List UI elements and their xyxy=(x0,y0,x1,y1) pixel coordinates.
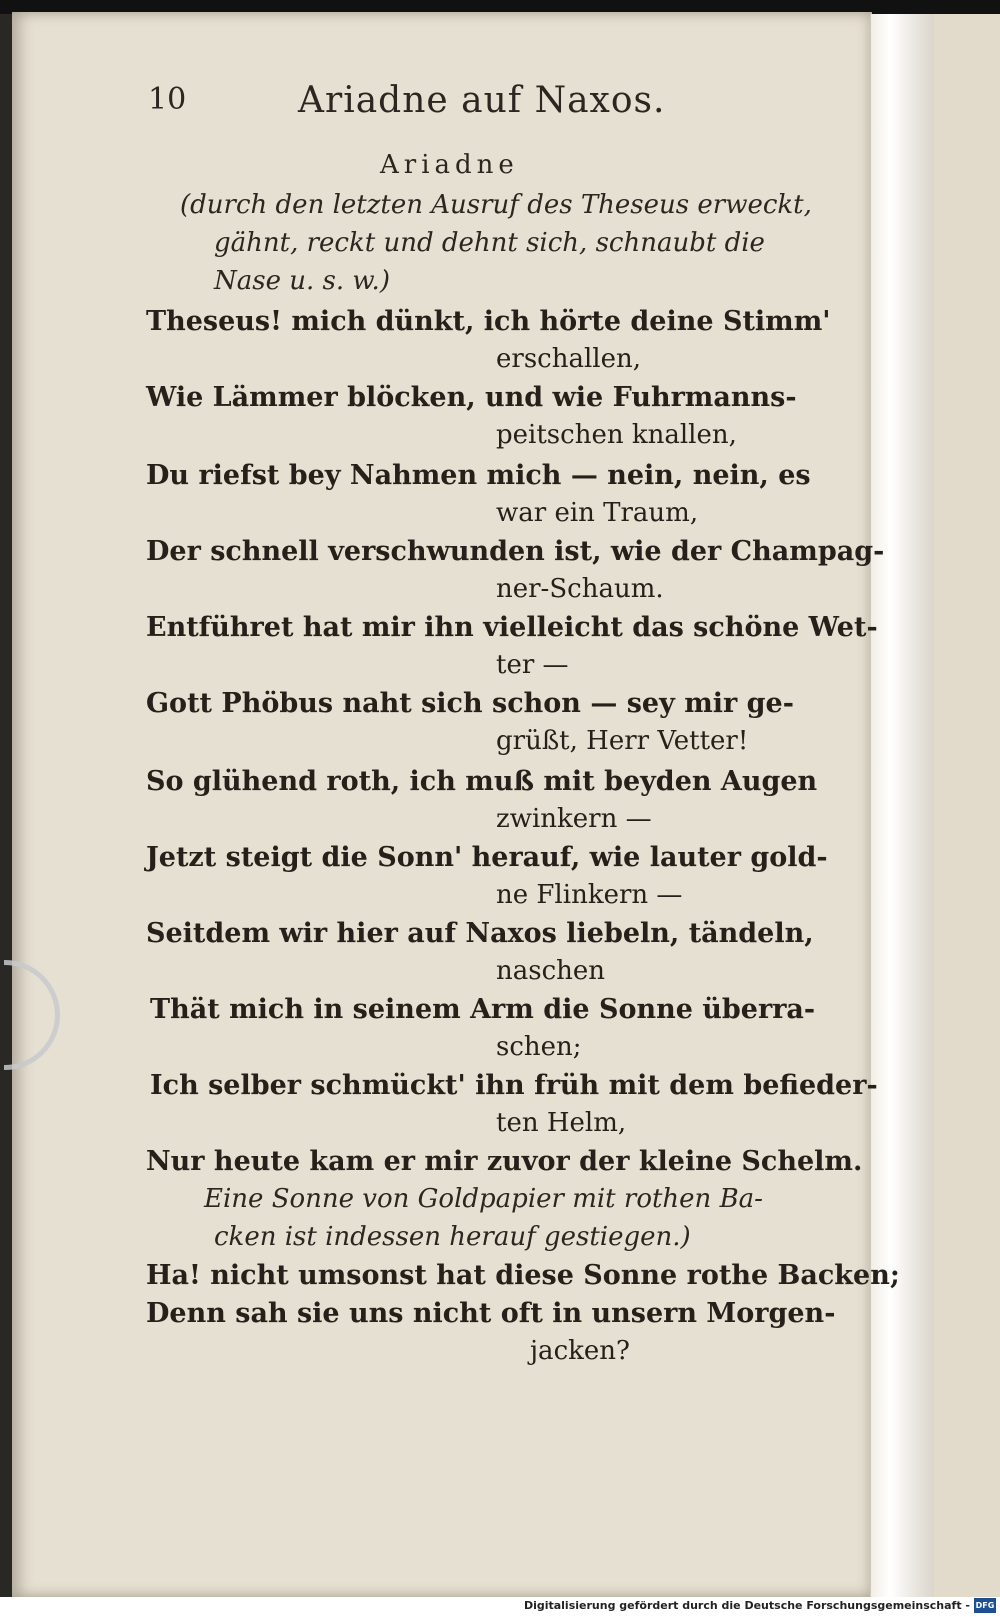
verse-line: Du riefst bey Nahmen mich — nein, nein, es xyxy=(146,460,811,491)
verse-line: Seitdem wir hier auf Naxos liebeln, tändeln, xyxy=(146,918,814,949)
verse-continuation: ten Helm, xyxy=(496,1108,627,1138)
verse-continuation: peitschen knallen, xyxy=(496,420,737,450)
verse-line: Der schnell verschwunden ist, wie der Champag- xyxy=(146,536,885,567)
verse-continuation: war ein Traum, xyxy=(496,498,699,528)
verse-continuation: ter — xyxy=(496,650,569,680)
facing-page-edge xyxy=(934,14,1000,1599)
speaker-name: Ariadne xyxy=(380,150,519,180)
stage-direction-line: gähnt, reckt und dehnt sich, schnaubt die xyxy=(214,228,765,258)
verse-line: Wie Lämmer blöcken, und wie Fuhrmanns- xyxy=(146,382,797,413)
verse-continuation: schen; xyxy=(496,1032,582,1062)
verse-line: So glühend roth, ich muß mit beyden Augen xyxy=(146,766,818,797)
verse-line: Gott Phöbus naht sich schon — sey mir ge- xyxy=(146,688,794,719)
verse-line: Nur heute kam er mir zuvor der kleine Schelm. xyxy=(146,1146,863,1177)
dfg-logo: DFG xyxy=(974,1598,996,1613)
verse-continuation: zwinkern — xyxy=(496,804,652,834)
verse-continuation: erschallen, xyxy=(496,344,641,374)
verse-line: Jetzt steigt die Sonn' herauf, wie lauter gold- xyxy=(146,842,828,873)
verse-line: Denn sah sie uns nicht oft in unsern Morgen- xyxy=(146,1298,836,1329)
verse-continuation: ner-Schaum. xyxy=(496,574,664,604)
running-head: Ariadne auf Naxos. xyxy=(298,80,666,121)
verse-line: Entführet hat mir ihn vielleicht das schöne Wet- xyxy=(146,612,878,643)
stage-direction-line: (durch den letzten Ausruf des Theseus erweckt, xyxy=(180,190,812,220)
digitization-credit: Digitalisierung gefördert durch die Deutsche Forschungsgemeinschaft - xyxy=(523,1599,970,1612)
page-number: 10 xyxy=(148,82,187,117)
stage-direction-line: cken ist indessen herauf gestiegen.) xyxy=(214,1222,691,1252)
verse-line: Thät mich in seinem Arm die Sonne überra- xyxy=(150,994,816,1025)
stage-direction-line: Nase u. s. w.) xyxy=(214,266,390,296)
verse-continuation: grüßt, Herr Vetter! xyxy=(496,726,749,756)
verse-continuation: naschen xyxy=(496,956,606,986)
verse-line: Theseus! mich dünkt, ich hörte deine Stimm' xyxy=(146,306,831,337)
verse-line: Ich selber schmückt' ihn früh mit dem befieder- xyxy=(150,1070,878,1101)
verse-continuation: ne Flinkern — xyxy=(496,880,683,910)
stage-direction-line: Eine Sonne von Goldpapier mit rothen Ba- xyxy=(204,1184,763,1214)
book-gutter xyxy=(870,14,935,1599)
verse-continuation: jacken? xyxy=(530,1336,630,1366)
verse-line: Ha! nicht umsonst hat diese Sonne rothe Backen; xyxy=(146,1260,900,1291)
